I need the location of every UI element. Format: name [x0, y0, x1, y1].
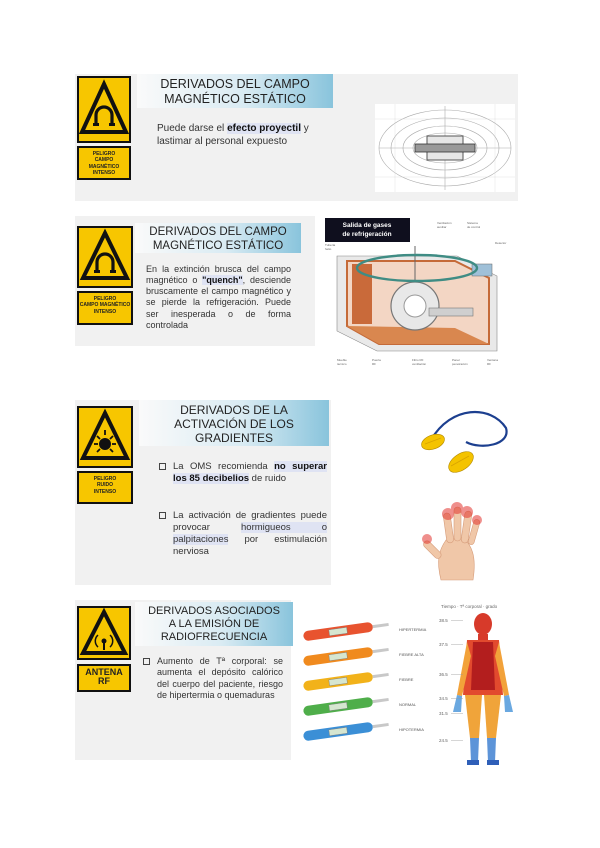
- magnetic-field-warning-sign: [77, 76, 131, 180]
- svg-text:Puerta: Puerta: [372, 358, 381, 362]
- svg-text:Tubería: Tubería: [325, 243, 336, 247]
- mri-room-diagram: [317, 216, 517, 384]
- antenna-warning-icon: [79, 608, 129, 658]
- svg-text:Ventilación: Ventilación: [437, 221, 452, 225]
- svg-text:de control: de control: [467, 225, 481, 229]
- magnet-warning-icon: [79, 228, 131, 286]
- section-title: DERIVADOS ASOCIADOS A LA EMISIÓN DE RADIOFRECUENCIA: [135, 602, 293, 646]
- thermometer: [303, 694, 390, 716]
- body-scale-label: 31.5: [439, 711, 448, 716]
- svg-text:helio: helio: [325, 247, 332, 251]
- magnetic-field-warning-sign: [77, 226, 133, 326]
- magnetic-field-diagram: [375, 104, 515, 192]
- section-title: DERIVADOS DEL CAMPO MAGNÉTICO ESTÁTICO: [135, 223, 301, 253]
- checkbox-bullet-icon: [159, 463, 166, 470]
- earplugs-photo: [411, 400, 517, 480]
- tingling-hand-photo: [411, 495, 517, 585]
- svg-text:penetración: penetración: [452, 362, 468, 366]
- thermometer: [303, 619, 390, 641]
- body-temperature-map: [433, 600, 523, 772]
- body-map-title: Tiempo · Tª corporal · grado: [441, 604, 498, 609]
- magnet-warning-icon: [79, 78, 129, 141]
- thermometer-label: HIPERTERMIA: [399, 627, 427, 632]
- bullet-nerve-stimulation: La activación de gradientes puede provocar hormigueos o palpitaciones por estimulación nerviosa: [159, 510, 327, 558]
- noise-warning-sign: [77, 406, 133, 504]
- sign-label: PELIGRO RUIDO INTENSO: [77, 471, 133, 504]
- svg-text:auxiliar: auxiliar: [437, 225, 447, 229]
- thermometer: [303, 644, 390, 666]
- sign-label: PELIGRO CAMPO MAGNÉTICO INTENSO: [77, 146, 131, 180]
- body-scale-label: 24.5: [439, 738, 448, 743]
- section-title: DERIVADOS DEL CAMPO MAGNÉTICO ESTÁTICO: [137, 74, 333, 108]
- svg-text:Panel: Panel: [452, 358, 460, 362]
- svg-text:RF: RF: [487, 362, 491, 366]
- section-text: En la extinción brusca del campo magnético o "quench", desciende bruscamente el campo magnético y se pierde la refrigeración. Puede ser inesperada o de forma controlada: [146, 264, 291, 330]
- svg-text:de refrigeración: de refrigeración: [342, 231, 392, 238]
- section-gradients: [75, 400, 517, 585]
- checkbox-bullet-icon: [159, 512, 166, 519]
- body-scale-label: 36.5: [439, 672, 448, 677]
- body-scale-label: 38.5: [439, 618, 448, 623]
- thermometer: [303, 669, 390, 691]
- bullet-body-temperature: Aumento de Tª corporal: se aumenta el depósito calórico del cuerpo del paciente, riesgo de hipertermia o quemaduras: [143, 656, 283, 701]
- rf-antenna-sign: [77, 606, 131, 692]
- thermometer-label: FIEBRE: [399, 677, 414, 682]
- section-text: Puede darse el efecto proyectil y lastimar al personal expuesto: [157, 123, 309, 147]
- section-static-field-1: [75, 74, 518, 201]
- section-radiofrequency: [75, 600, 523, 772]
- svg-text:técnico: técnico: [337, 362, 347, 366]
- sign-label: ANTENA RF: [77, 664, 131, 692]
- svg-text:Sistema: Sistema: [467, 221, 478, 225]
- svg-text:Mueble: Mueble: [337, 358, 347, 362]
- svg-text:Detector: Detector: [495, 241, 507, 245]
- body-scale-label: 37.5: [439, 642, 448, 647]
- thermometer-label: NORMAL: [399, 702, 417, 707]
- sign-label: PELIGRO CAMPO MAGNÉTICO INTENSO: [77, 291, 133, 325]
- diagram-callout: Salida de gases: [342, 222, 392, 229]
- noise-warning-icon: [79, 408, 131, 466]
- section-static-field-2: [75, 216, 517, 384]
- thermometer-scale-photo: [299, 618, 433, 750]
- svg-text:ventilación: ventilación: [412, 362, 427, 366]
- thermometer-label: FIEBRE ALTA: [399, 652, 424, 657]
- section-title: DERIVADOS DE LA ACTIVACIÓN DE LOS GRADIENTES: [139, 400, 329, 446]
- body-scale-label: 34.5: [439, 696, 448, 701]
- thermometer: [303, 719, 390, 741]
- checkbox-bullet-icon: [143, 658, 150, 665]
- bullet-noise: La OMS recomienda no superar los 85 decibelios de ruido: [159, 461, 327, 485]
- svg-text:RF: RF: [372, 362, 376, 366]
- svg-text:Ventana: Ventana: [487, 358, 499, 362]
- svg-text:Filtro RF: Filtro RF: [412, 358, 424, 362]
- thermometer-label: HIPOTERMIA: [399, 727, 424, 732]
